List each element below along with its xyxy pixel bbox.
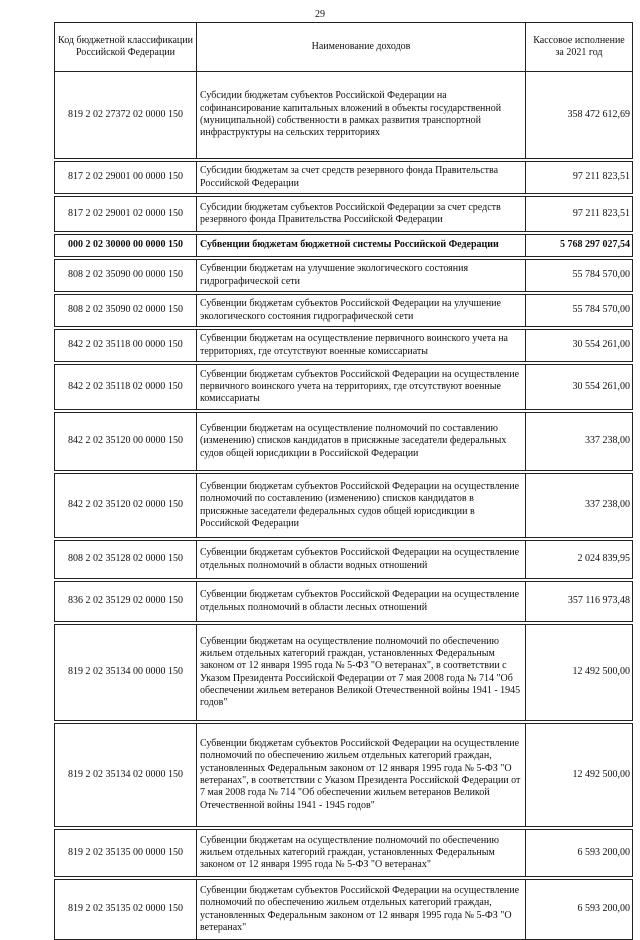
table-row <box>55 724 633 827</box>
amount-cell: 12 492 500,00 <box>526 724 633 827</box>
page-number: 29 <box>315 9 325 20</box>
table-row <box>55 295 633 327</box>
code-cell: 842 2 02 35118 00 0000 150 <box>55 330 197 362</box>
amount-cell: 55 784 570,00 <box>526 260 633 292</box>
code-cell: 819 2 02 35134 00 0000 150 <box>55 625 197 721</box>
code-cell: 000 2 02 30000 00 0000 150 <box>55 235 197 257</box>
amount-cell: 30 554 261,00 <box>526 365 633 410</box>
name-cell: Субвенции бюджетам на осуществление первичного воинского учета на территориях, где отсутствуют военные комиссариаты <box>197 330 526 362</box>
amount-cell: 2 024 839,95 <box>526 541 633 579</box>
amount-cell: 12 492 500,00 <box>526 625 633 721</box>
code-cell: 817 2 02 29001 00 0000 150 <box>55 162 197 194</box>
name-cell: Субсидии бюджетам за счет средств резервного фонда Правительства Российской Федерации <box>197 162 526 194</box>
table-row <box>55 260 633 292</box>
code-cell: 819 2 02 35135 00 0000 150 <box>55 830 197 877</box>
code-cell: 842 2 02 35118 02 0000 150 <box>55 365 197 410</box>
table-row <box>55 162 633 194</box>
code-cell: 842 2 02 35120 02 0000 150 <box>55 474 197 538</box>
revenue-table <box>54 22 633 940</box>
code-cell: 836 2 02 35129 02 0000 150 <box>55 582 197 622</box>
amount-cell: 358 472 612,69 <box>526 72 633 159</box>
amount-cell: 337 238,00 <box>526 413 633 471</box>
code-cell: 817 2 02 29001 02 0000 150 <box>55 197 197 232</box>
name-cell: Субвенции бюджетам на осуществление полномочий по составлению (изменению) списков кандидатов в присяжные заседатели федеральных судов общей юрисдикции в Российской Федерации <box>197 413 526 471</box>
table-row <box>55 582 633 622</box>
name-cell: Субвенции бюджетам субъектов Российской Федерации на улучшение экологического состояния гидрографической сети <box>197 295 526 327</box>
amount-cell: 6 593 200,00 <box>526 830 633 877</box>
table-row <box>55 413 633 471</box>
table-row <box>55 474 633 538</box>
code-cell: 819 2 02 35134 02 0000 150 <box>55 724 197 827</box>
amount-cell: 357 116 973,48 <box>526 582 633 622</box>
name-cell: Субвенции бюджетам субъектов Российской Федерации на осуществление первичного воинского учета на территориях, где отсутствуют военные комиссариаты <box>197 365 526 410</box>
amount-cell: 5 768 297 027,54 <box>526 235 633 257</box>
table-row <box>55 830 633 877</box>
name-cell: Субвенции бюджетам субъектов Российской Федерации на осуществление полномочий по составлению (изменению) списков кандидатов в присяжные заседатели федеральных судов общей юрисдикции в Российской Федерации <box>197 474 526 538</box>
name-cell: Субвенции бюджетам бюджетной системы Российской Федерации <box>197 235 526 257</box>
code-cell: 842 2 02 35120 00 0000 150 <box>55 413 197 471</box>
table-row <box>55 365 633 410</box>
name-cell: Субвенции бюджетам субъектов Российской Федерации на осуществление полномочий по обеспечению жильем отдельных категорий граждан, установленных Федеральным законом от 12 января 1995 года № 5-ФЗ "О ветеранах", в соответствии с Указом Президента Российской Федерации от 7 мая 2008 года № 714 "Об обеспечении жильем ветеранов Великой Отечественной войны 1941 - 1945 годов" <box>197 724 526 827</box>
code-cell: 808 2 02 35090 02 0000 150 <box>55 295 197 327</box>
table-header-row <box>55 23 633 72</box>
table-row <box>55 625 633 721</box>
code-cell: 819 2 02 27372 02 0000 150 <box>55 72 197 159</box>
table-row <box>55 197 633 232</box>
name-cell: Субвенции бюджетам на улучшение экологического состояния гидрографической сети <box>197 260 526 292</box>
code-cell: 808 2 02 35128 02 0000 150 <box>55 541 197 579</box>
header-amount: Кассовое исполнение за 2021 год <box>526 23 633 72</box>
amount-cell: 30 554 261,00 <box>526 330 633 362</box>
header-name: Наименование доходов <box>197 23 526 72</box>
name-cell: Субвенции бюджетам субъектов Российской Федерации на осуществление отдельных полномочий в области лесных отношений <box>197 582 526 622</box>
name-cell: Субвенции бюджетам субъектов Российской Федерации на осуществление полномочий по обеспечению жильем отдельных категорий граждан, установленных Федеральным законом от 12 января 1995 года № 5-ФЗ "О ветеранах" <box>197 880 526 940</box>
amount-cell: 97 211 823,51 <box>526 162 633 194</box>
table-row <box>55 880 633 940</box>
table-row <box>55 72 633 159</box>
name-cell: Субсидии бюджетам субъектов Российской Федерации на софинансирование капитальных вложений в объекты государственной (муниципальной) собственности в рамках развития транспортной инфраструктуры на сельских территориях <box>197 72 526 159</box>
name-cell: Субвенции бюджетам субъектов Российской Федерации на осуществление отдельных полномочий в области водных отношений <box>197 541 526 579</box>
table-row <box>55 330 633 362</box>
table-row <box>55 235 633 257</box>
code-cell: 808 2 02 35090 00 0000 150 <box>55 260 197 292</box>
amount-cell: 97 211 823,51 <box>526 197 633 232</box>
name-cell: Субсидии бюджетам субъектов Российской Федерации за счет средств резервного фонда Правительства Российской Федерации <box>197 197 526 232</box>
name-cell: Субвенции бюджетам на осуществление полномочий по обеспечению жильем отдельных категорий граждан, установленных Федеральным законом от 12 января 1995 года № 5-ФЗ "О ветеранах", в соответствии с Указом Президента Российской Федерации от 7 мая 2008 года № 714 "Об обеспечении жильем ветеранов Великой Отечественной войны 1941 - 1945 годов" <box>197 625 526 721</box>
header-code: Код бюджетной классификации Российской Федерации <box>55 23 197 72</box>
amount-cell: 55 784 570,00 <box>526 295 633 327</box>
table-row <box>55 541 633 579</box>
amount-cell: 6 593 200,00 <box>526 880 633 940</box>
name-cell: Субвенции бюджетам на осуществление полномочий по обеспечению жильем отдельных категорий граждан, установленных Федеральным законом от 12 января 1995 года № 5-ФЗ "О ветеранах" <box>197 830 526 877</box>
code-cell: 819 2 02 35135 02 0000 150 <box>55 880 197 940</box>
amount-cell: 337 238,00 <box>526 474 633 538</box>
